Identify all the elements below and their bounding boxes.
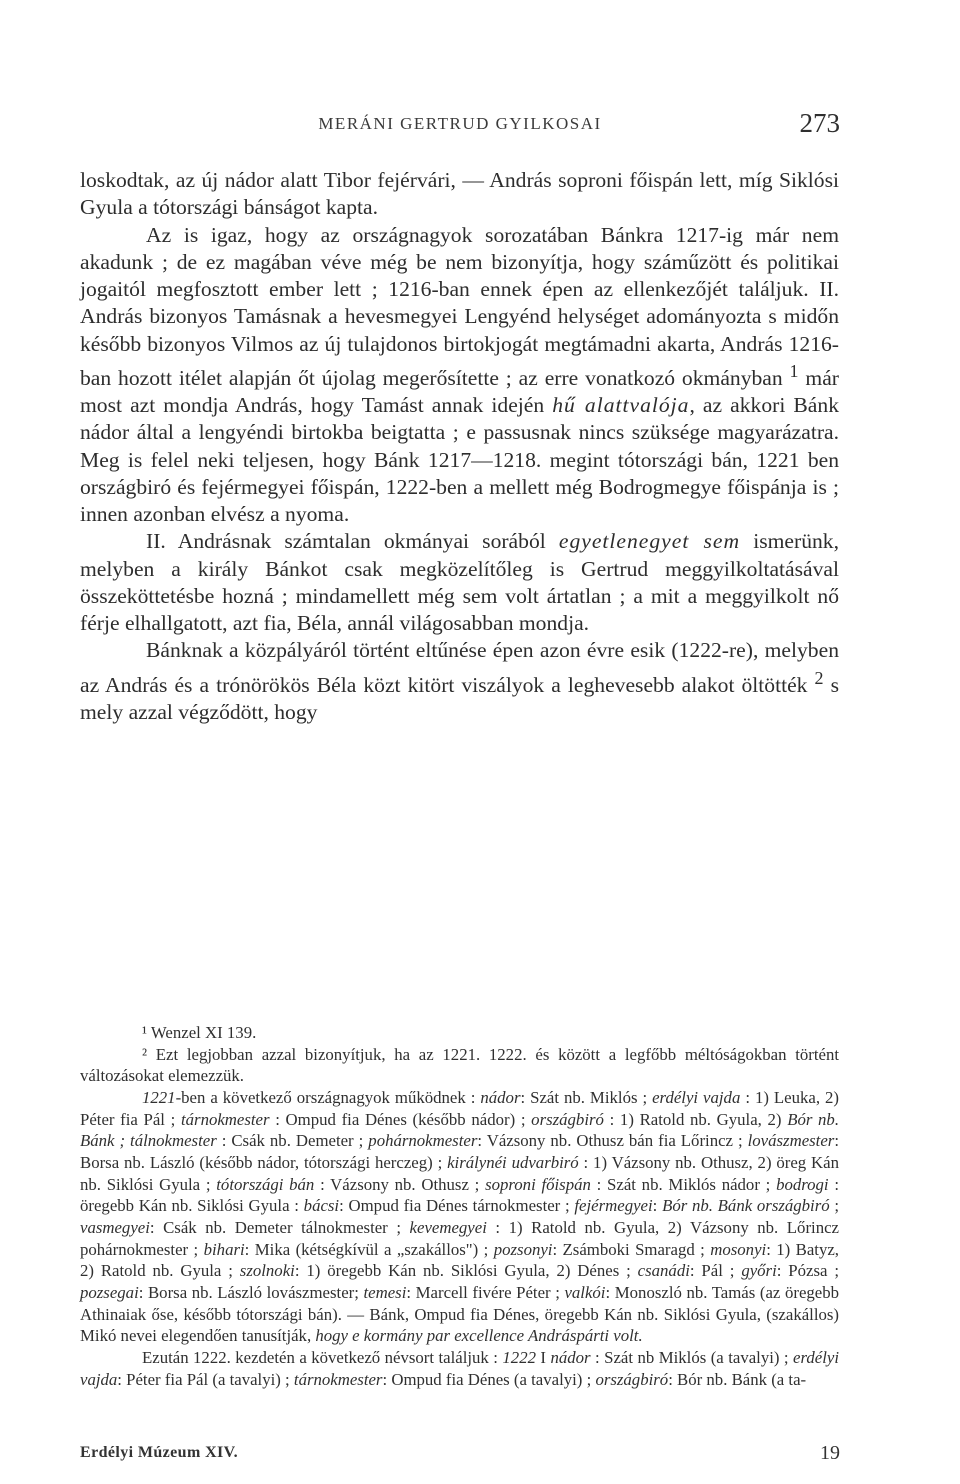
footnote-text: : Vázsony nb. Othusz bán fia Lőrincz ; bbox=[477, 1131, 748, 1151]
footnote-text: : Bór nb. Bánk (a ta- bbox=[668, 1369, 807, 1389]
paragraph-3-text-b: ismerünk, melyben a király Bánkot csak megközelítőleg is Gertrud meggyilkoltatásával összeköttetésbe hozná ; mindamellett még sem volt ártatlan ; a mit a meggyilkolt nő férje elhallgatott, azt fia, Béla, annál világosabban mondja. bbox=[80, 529, 839, 636]
printer-signature: Erdélyi Múzeum XIV. bbox=[80, 1444, 238, 1461]
footnote-ref-2: 2 bbox=[814, 667, 824, 688]
footnote-emphasis: tótországi bán bbox=[216, 1174, 315, 1194]
footnote-emphasis: győri bbox=[741, 1261, 777, 1281]
footnote-text: : Szát nb. Miklós nádor ; bbox=[590, 1174, 777, 1194]
footnote-text: : Mika (kétségkívül a „szakállos") ; bbox=[244, 1239, 494, 1259]
footnote-text: I bbox=[535, 1347, 551, 1367]
footnote-emphasis: fejérmegyei bbox=[574, 1196, 653, 1216]
paragraph-3-text-a: II. Andrásnak számtalan okmányai sorából bbox=[146, 529, 559, 554]
paragraph-2-text-c: , az akkori Bánk nádor által a lengyéndi birtokba beigtatta ; e passusnak nincs szüksége magyarázatra. Meg is felel neki teljesen, hogy Bánk 1217—1218. megint tótországi bán, 1221 ben országbiró és fejérmegyei főispán, 1222-ben a mellett még Bodrogmegye főispánja is ; innen azonban elvész a nyoma. bbox=[80, 393, 839, 527]
footnote-emphasis: Bór nb. Bánk országbiró bbox=[662, 1196, 830, 1216]
paragraph-2-text-a: Az is igaz, hogy az országnagyok sorozatában Bánkra 1217-ig már nem akadunk ; de ez magában véve még be nem bizonyítja, hogy száműzött és politikai jogaitól megfosztott ember lett ; 1216-ban ennek épen az ellenkezőjét találjuk. II. András bizonyos Tamásnak a hevesmegyei Lengyénd helységet adományozta s midőn később bizonyos Vilmos az új tulajdonos birtokjogát megtámadni akarta, András 1216-ban hozott itélet alapján őt újolag megerősítette ; az erre vonatkozó okmányban bbox=[80, 222, 839, 390]
emphasis-egyetlenegyet-sem: egyetlenegyet sem bbox=[558, 529, 741, 554]
footnote-emphasis: erdélyi vajda bbox=[80, 1347, 839, 1389]
footnote-text: : 1) Leuka, 2) Péter fia Pál ; bbox=[80, 1087, 839, 1129]
footnote-emphasis: 1222 bbox=[502, 1347, 536, 1367]
paragraph-1: loskodtak, az új nádor alatt Tibor fejérvári, — András soproni főispán lett, míg Siklósi Gyula a tótországi bánságot kapta. bbox=[80, 168, 839, 220]
footnote-text: : Zsámboki Smaragd ; bbox=[552, 1239, 711, 1259]
footnote-emphasis: országbiró bbox=[531, 1109, 604, 1129]
footnote-emphasis: pozsegai bbox=[80, 1282, 139, 1302]
footnote-2-continuation-1222 bbox=[80, 1347, 839, 1390]
footnote-emphasis: pozsonyi bbox=[493, 1239, 553, 1259]
running-title: MERÁNI GERTRUD GYILKOSAI bbox=[318, 114, 602, 133]
footnote-emphasis: országbiró bbox=[595, 1369, 669, 1389]
main-text bbox=[80, 167, 839, 726]
footnote-text: : Ompud fia Dénes (később nádor) ; bbox=[269, 1109, 532, 1129]
footnote-emphasis: mosonyi bbox=[710, 1239, 767, 1259]
footnote-text: : 1) Vázsony nb. Othusz, 2) öreg Kán nb. Siklósi Gyula ; bbox=[80, 1152, 839, 1194]
footnote-text: : Monoszló nb. Tamás (az öregebb Athinaiak őse, később tótországi bán). — Bánk, Ompud fia Dénes, öregebb Kán nb. Siklósi Gyula, (szakállos) Mikó nevei elegendően tanusítják, bbox=[80, 1282, 840, 1346]
footnote-text: : Ompud fia Dénes tárnokmester ; bbox=[339, 1196, 575, 1216]
footnote-emphasis: temesi bbox=[363, 1282, 407, 1302]
footnote-text: : Vázsony nb. Othusz ; bbox=[314, 1174, 486, 1194]
footnote-emphasis: nádor bbox=[480, 1087, 521, 1107]
footnote-text: : Pál ; bbox=[689, 1261, 742, 1281]
page-number: 273 bbox=[799, 108, 840, 138]
footnote-text: : Szát nb. Miklós ; bbox=[520, 1087, 653, 1107]
footnotes bbox=[80, 1022, 839, 1390]
sheet-number: 19 bbox=[820, 1442, 840, 1464]
footnote-text: : öregebb Kán nb. Siklósi Gyula : bbox=[80, 1174, 839, 1216]
footnote-emphasis: királynéi udvarbiró bbox=[447, 1152, 579, 1172]
footnote-text: : Marcell fivére Péter ; bbox=[406, 1282, 565, 1302]
footnote-emphasis: bihari bbox=[203, 1239, 245, 1259]
paragraph-2-text-b: már most azt mondja András, hogy Tamást annak idején bbox=[80, 365, 839, 418]
footnote-text: : Péter fia Pál (a tavalyi) ; bbox=[117, 1369, 294, 1389]
footnote-text: : 1) öregebb Kán nb. Siklósi Gyula, 2) Dénes ; bbox=[294, 1261, 638, 1281]
footnote-text: : Borsa nb. László (később nádor, tótországi herczeg) ; bbox=[80, 1131, 839, 1172]
footnote-text: : Szát nb Miklós (a tavalyi) ; bbox=[590, 1347, 794, 1367]
footnote-emphasis: bodrogi bbox=[776, 1174, 829, 1194]
footnote-text: ; bbox=[829, 1196, 840, 1216]
footnote-text: : Pózsa ; bbox=[776, 1261, 839, 1281]
paragraph-4-text-b: s mely azzal végződött, hogy bbox=[80, 672, 839, 725]
footnote-text: : Ompud fia Dénes (a tavalyi) ; bbox=[382, 1369, 596, 1389]
footnote-emphasis: tárnokmester bbox=[180, 1109, 270, 1129]
paragraph-4-text-a: Bánknak a közpályáról történt eltűnése épen azon évre esik (1222-re), melyben az András és a trónörökös Béla közt kitört viszályok a leghevesebb alakot öltötték bbox=[80, 638, 839, 697]
footnote-emphasis: kevemegyei bbox=[409, 1217, 487, 1237]
footnote-text: : Borsa nb. László lovászmester; bbox=[138, 1282, 364, 1302]
footnote-emphasis: nádor bbox=[550, 1347, 591, 1367]
footnote-emphasis: pohárnokmester bbox=[368, 1131, 478, 1151]
footnote-text: : Csák nb. Demeter tálnokmester ; bbox=[149, 1217, 410, 1237]
footnote-emphasis: hogy e kormány par excellence Andráspárti volt. bbox=[315, 1326, 643, 1346]
footnote-2: ² Ezt legjobban azzal bizonyítjuk, ha az 1221. 1222. és között a legfőbb méltóságokban történt változásokat elemezzük. bbox=[80, 1044, 839, 1086]
footnote-text: : 1) Ratold nb. Gyula, 2) bbox=[603, 1109, 788, 1129]
footnote-1: ¹ Wenzel XI 139. bbox=[142, 1023, 257, 1042]
footnote-text: : 1) Batyz, 2) Ratold nb. Gyula ; bbox=[80, 1239, 840, 1281]
footnote-emphasis: valkói bbox=[564, 1282, 606, 1302]
footnote-text: : bbox=[652, 1196, 663, 1216]
footnote-emphasis: 1221 bbox=[142, 1087, 176, 1107]
footnote-text: : Csák nb. Demeter ; bbox=[216, 1131, 369, 1151]
footnote-emphasis: erdélyi vajda bbox=[652, 1087, 741, 1107]
footnote-2-continuation-1221 bbox=[80, 1087, 839, 1347]
footnote-emphasis: lovászmester bbox=[747, 1131, 835, 1151]
paragraph-2 bbox=[80, 222, 839, 529]
footnote-text: Ezután 1222. kezdetén a következő névsort találjuk : bbox=[142, 1347, 503, 1367]
footnote-emphasis: szolnoki bbox=[239, 1261, 295, 1281]
footnote-ref-1: 1 bbox=[789, 360, 799, 381]
footnote-emphasis: vasmegyei bbox=[80, 1217, 150, 1237]
emphasis-hu-alattvaloja: hű alattvalója bbox=[552, 393, 690, 418]
footnote-emphasis: Bór nb. Bánk ; tálnokmester bbox=[80, 1109, 840, 1151]
footnote-text: -ben a következő országnagyok működnek : bbox=[175, 1087, 481, 1107]
footnote-emphasis: bácsi bbox=[303, 1196, 340, 1216]
footnote-text: : 1) Ratold nb. Gyula, 2) Vázsony nb. Lőrincz pohárnokmester ; bbox=[80, 1217, 839, 1259]
footnote-emphasis: tárnokmester bbox=[293, 1369, 383, 1389]
footnote-emphasis: soproni főispán bbox=[485, 1174, 591, 1194]
paragraph-3 bbox=[80, 528, 839, 637]
page-footer bbox=[80, 1442, 840, 1468]
footnote-emphasis: csanádi bbox=[637, 1261, 690, 1281]
paragraph-4 bbox=[80, 637, 839, 726]
page-header bbox=[80, 108, 840, 142]
